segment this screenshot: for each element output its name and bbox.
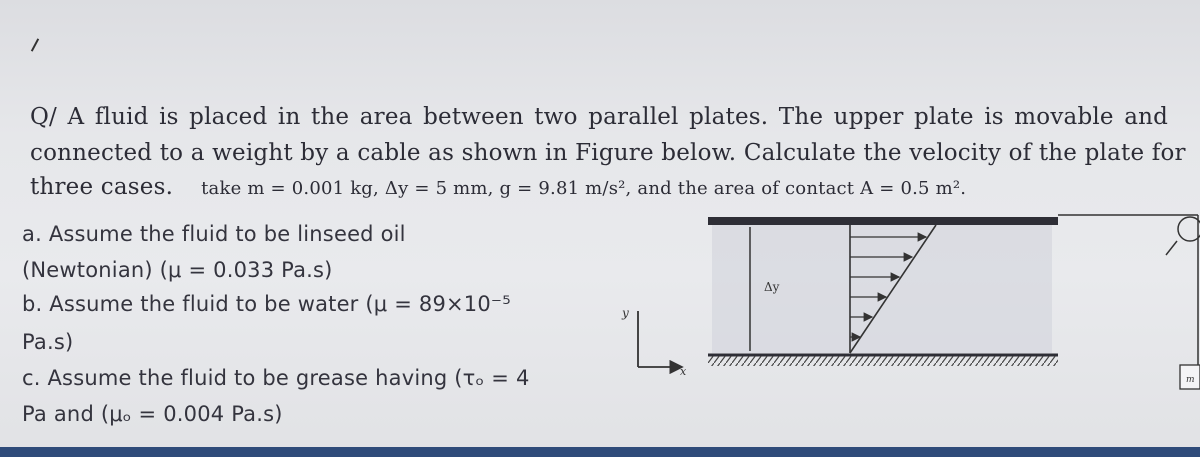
- case-c-line-1: c. Assume the fluid to be grease having (τₒ = 4: [22, 366, 530, 390]
- fluid-region: [712, 223, 1052, 353]
- case-c-line-2: Pa and (μₒ = 0.004 Pa.s): [22, 402, 283, 426]
- coordinate-axes: [621, 306, 687, 378]
- pulley-support: [1166, 241, 1177, 255]
- case-a-line-2: (Newtonian) (μ = 0.033 Pa.s): [22, 258, 333, 282]
- bottom-edge-strip: [0, 447, 1200, 457]
- given-values: take m = 0.001 kg, Δy = 5 mm, g = 9.81 m/s², and the area of contact A = 0.5 m².: [201, 178, 967, 199]
- axis-x-label: x: [680, 365, 687, 378]
- pulley-icon: [1178, 217, 1200, 241]
- mass-label: m: [1186, 375, 1195, 385]
- question-line-2: connected to a weight by a cable as shown in Figure below. Calculate the velocity of the plate for: [30, 140, 1186, 166]
- case-a-line-1: a. Assume the fluid to be linseed oil: [22, 222, 406, 246]
- hanging-mass: [1180, 365, 1200, 389]
- axis-y-label: y: [622, 306, 629, 320]
- cable: [1058, 215, 1198, 365]
- dy-label: Δy: [764, 280, 780, 294]
- case-b-line-1: b. Assume the fluid to be water (μ = 89×10⁻⁵: [22, 292, 511, 316]
- pen-mark: [31, 38, 39, 51]
- case-b-line-2: Pa.s): [22, 330, 74, 354]
- upper-plate: [708, 217, 1058, 225]
- parallel-plate-figure: [600, 195, 1200, 425]
- question-line-1: Q/ A fluid is placed in the area between two parallel plates. The upper plate is movable and: [30, 104, 1169, 130]
- lower-plate-hatch: [708, 356, 1058, 366]
- question-lead: three cases.: [30, 174, 174, 200]
